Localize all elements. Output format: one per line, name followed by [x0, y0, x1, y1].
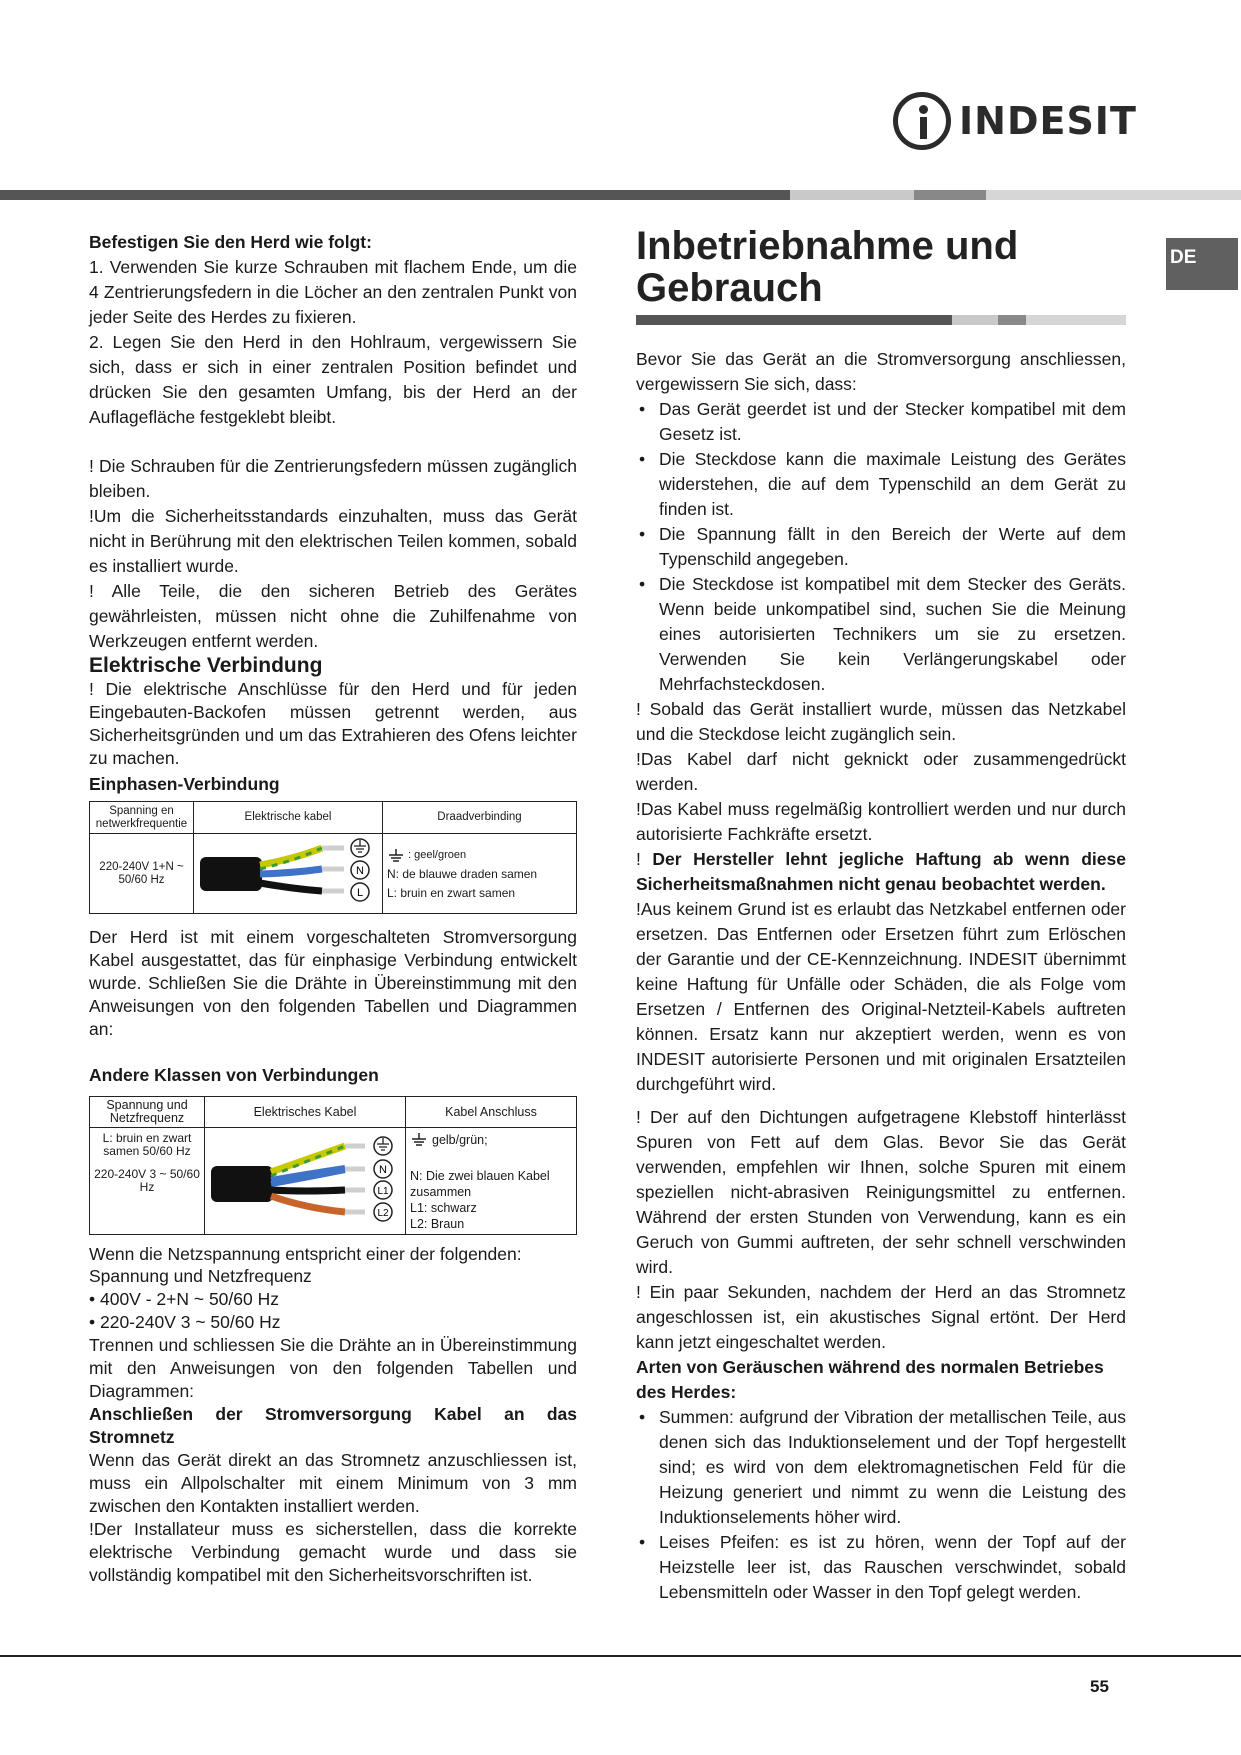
note-adhesive: ! Der auf den Dichtungen aufgetragene Klebstoff hinterlässt Spuren von Fett auf dem Glas. Bevor Sie das Gerät verwenden, empfehlen wir Ihnen, solche Spuren mit einem speziellen nicht-abrasiven Reinigungsmittel zu entfernen. Während der ersten Stunden von Verwendung, kann es ein Geruch von Gummi auftreten, der sehr schnell verschwinden wird. [636, 1107, 1126, 1277]
table2-legend-l1: L1: schwarz [410, 1201, 477, 1215]
table1-legend-earth: : geel/groen [408, 849, 467, 861]
note-replace: !Aus keinem Grund ist es erlaubt das Netzkabel entfernen oder ersetzen. Das Entfernen oder Ersetzen führt zum Erlöschen der Garantie und der CE-Kennzeichnung. INDESIT übernimmt keine Haftung für Unfälle oder Schäden, die als Folge vom Ersetzen / Entfernen des Original-Netzteil-Kabels auftreten können. Ersatz kann nur akzeptiert werden, wenn es von INDESIT autorisierte Personen und mit originalen Ersatzteilen durchgeführt wird. [636, 899, 1126, 1094]
page-number: 55 [1090, 1677, 1109, 1696]
left-column [89, 230, 577, 1587]
connect-text: Wenn das Gerät direkt an das Stromnetz anzuschliessen ist, muss ein Allpolschalter mit einem Minimum von 3 mm zwischen den Kontakten installiert werden. [89, 1450, 577, 1516]
tag-n: N [379, 1164, 387, 1176]
list-item: • Die Spannung fällt in den Bereich der Werte auf dem Typenschild angegeben. [636, 522, 1126, 572]
footer-rule [0, 1655, 1241, 1657]
table2-legend-earth: gelb/grün; [432, 1133, 488, 1147]
table2-legend-neutral: N: Die zwei blauen Kabel zusammen [410, 1169, 550, 1199]
table2-legend-l2: L2: Braun [410, 1217, 465, 1231]
list-item: • Summen: aufgrund der Vibration der metallischen Teile, aus denen sich das Induktionselement und der Topf hergestellt sind; es wird von dem elektromagnetischen Feld für die Heizung generiert und nimmt zu wenn die Leistung des Induktionselements höher wird. [636, 1405, 1126, 1530]
table2-voltage-b: 220-240V 3 ~ 50/60 Hz [94, 1167, 200, 1194]
liability-bold: Der Hersteller lehnt jegliche Haftung ab wenn diese Sicherheitsmaßnahmen nicht genau beobachtet werden. [636, 849, 1126, 894]
mains-text: Trennen und schliessen Sie die Drähte an in Übereinstimmung mit den Anweisungen von den folgenden Tabellen und Diagrammen: [89, 1335, 577, 1401]
noise-list [636, 1405, 1126, 1605]
note-cable-check: !Das Kabel muss regelmäßig kontrolliert werden und nur durch autorisierte Fachkräfte ersetzt. [636, 799, 1126, 844]
electrical-heading: Elektrische Verbindung [89, 654, 323, 677]
other-classes-table [89, 1096, 577, 1235]
list-item: • Die Steckdose ist kompatibel mit dem Stecker des Geräts. Wenn beide unkompatibel sind, suchen Sie die Meinung eines autorisierten Technikers um sie zu ersetzen. Verwenden Sie kein Verlängerungskabel oder Mehrfachsteckdosen. [636, 572, 1126, 697]
note-screws: ! Die Schrauben für die Zentrierungsfedern müssen zugänglich bleiben. [89, 456, 577, 501]
note-liability: ! Der Hersteller lehnt jegliche Haftung ab wenn diese Sicherheitsmaßnahmen nicht genau beobachtet werden. [636, 849, 1126, 894]
title-rule [636, 315, 1126, 325]
table1-legend-neutral: N: de blauwe draden samen [387, 866, 538, 881]
tag-l1: L1 [377, 1186, 389, 1197]
tag-l2: L2 [377, 1208, 389, 1219]
table1-header-connection: Draadverbinding [383, 802, 577, 834]
header-rule [0, 190, 1241, 200]
connect-note: !Der Installateur muss es sicherstellen, dass die korrekte elektrische Verbindung gemacht wurde und dass sie vollständig kompatibel mit den Sicherheitsvorschriften ist. [89, 1519, 577, 1585]
table2-header-cable: Elektrisches Kabel [205, 1097, 406, 1128]
single-phase-table [89, 801, 577, 914]
right-column [636, 225, 1126, 1605]
table1-voltage: 220-240V 1+N ~ 50/60 Hz [90, 834, 194, 914]
table2-voltage-a: L: bruin en zwart samen 50/60 Hz [102, 1131, 192, 1158]
mounting-step-1: 1. Verwenden Sie kurze Schrauben mit flachem Ende, um die 4 Zentrierungsfedern in die Löcher an den zentralen Punkt von jeder Seite des Herdes zu fixieren. [89, 257, 577, 327]
single-phase-text: Der Herd ist mit einem vorgeschalteten Stromversorgung Kabel ausgestattet, das für einphasige Verbindung entwickelt wurde. Schließen Sie die Drähte in Übereinstimmung mit den Anweisungen von den folgenden Tabellen und Diagrammen an: [89, 927, 577, 1039]
list-item: • Das Gerät geerdet ist und der Stecker kompatibel mit dem Gesetz ist. [636, 397, 1126, 447]
logo-i-icon [893, 92, 951, 150]
language-tab: DE [1166, 238, 1238, 290]
cable-diagram-three-phase [205, 1130, 405, 1232]
note-cable-bend: !Das Kabel darf nicht geknickt oder zusammengedrückt werden. [636, 749, 1126, 794]
electrical-note: ! Die elektrische Anschlüsse für den Herd und für jeden Eingebauten-Backofen müssen getrennt werden, aus Sicherheitsgründen und um das Extrahieren des Ofens leichter zu machen. [89, 679, 577, 768]
mounting-step-2: 2. Legen Sie den Herd in den Hohlraum, vergewissern Sie sich, dass er sich in einer zentralen Position befindet und drücken Sie den gesamten Umfang, bis der Herd an der Auflagefläche festgeklebt bleibt. [89, 332, 577, 427]
earth-icon [410, 1132, 428, 1148]
table2-header-connection: Kabel Anschluss [406, 1097, 577, 1128]
page-title: Inbetriebnahme und Gebrauch [636, 224, 1019, 310]
table1-header-cable: Elektrische kabel [194, 802, 383, 834]
brand-logo [893, 92, 1137, 150]
note-safety: !Um die Sicherheitsstandards einzuhalten, muss das Gerät nicht in Berührung mit den elektrischen Teilen kommen, sobald es installiert wurde. [89, 506, 577, 576]
table1-header-voltage: Spanning en netwerkfrequentie [90, 802, 194, 834]
intro-text: Bevor Sie das Gerät an die Stromversorgung anschliessen, vergewissern Sie sich, dass: [636, 349, 1126, 394]
tag-n: N [356, 864, 364, 877]
mains-intro: Wenn die Netzspannung entspricht einer der folgenden: [89, 1244, 522, 1264]
note-signal: ! Ein paar Sekunden, nachdem der Herd an das Stromnetz angeschlossen ist, ein akustisches Signal ertönt. Der Herd kann jetzt eingeschaltet werden. [636, 1282, 1126, 1352]
note-access: ! Sobald das Gerät installiert wurde, müssen das Netzkabel und die Steckdose leicht zugänglich sein. [636, 699, 1126, 744]
mains-option-2: • 220-240V 3 ~ 50/60 Hz [89, 1312, 281, 1332]
table2-header-voltage: Spannung und Netzfrequenz [90, 1097, 205, 1128]
mains-option-1: • 400V - 2+N ~ 50/60 Hz [89, 1289, 279, 1309]
connect-heading: Anschließen der Stromversorgung Kabel an das Stromnetz [89, 1404, 577, 1447]
earth-icon [387, 848, 405, 864]
note-parts: ! Alle Teile, die den sicheren Betrieb des Gerätes gewährleisten, müssen nicht ohne die Zuhilfenahme von Werkzeugen entfernt werden. [89, 581, 577, 651]
brand-name: INDESIT [959, 99, 1137, 143]
list-item: • Leises Pfeifen: es ist zu hören, wenn der Topf auf der Heizstelle leer ist, das Rauschen verschwindet, sobald Lebensmitteln oder Wasser in den Topf gelegt werden. [636, 1530, 1126, 1605]
mains-sub: Spannung und Netzfrequenz [89, 1266, 312, 1286]
single-phase-heading: Einphasen-Verbindung [89, 774, 280, 794]
other-classes-heading: Andere Klassen von Verbindungen [89, 1065, 379, 1085]
tag-l: L [356, 886, 364, 899]
check-list [636, 397, 1126, 697]
mounting-title: Befestigen Sie den Herd wie folgt: [89, 232, 372, 252]
list-item: • Die Steckdose kann die maximale Leistung des Gerätes widerstehen, die auf dem Typenschild an dem Gerät zu finden ist. [636, 447, 1126, 522]
table1-legend-live: L: bruin en zwart samen [387, 885, 516, 900]
noise-heading: Arten von Geräuschen während des normalen Betriebes des Herdes: [636, 1357, 1104, 1402]
cable-diagram-single [194, 835, 382, 913]
